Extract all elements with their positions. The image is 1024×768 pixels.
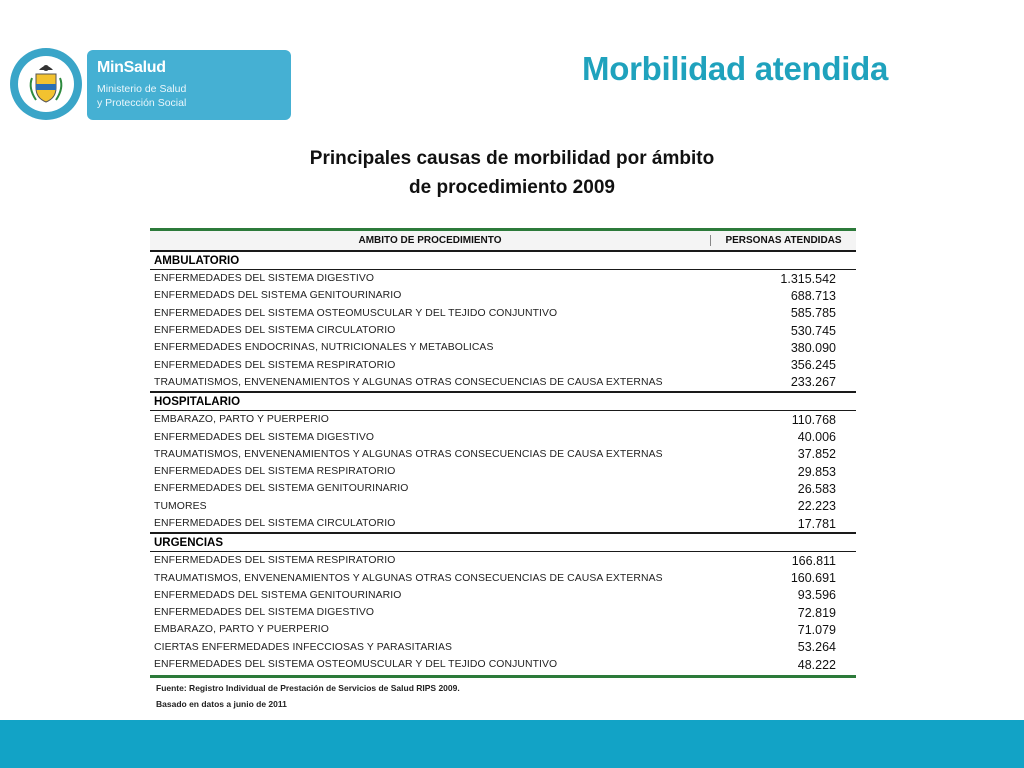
table-row: [150, 656, 856, 673]
morbidity-table: [150, 228, 856, 712]
row-label: EMBARAZO, PARTO Y PUERPERIO: [154, 624, 329, 636]
row-value: 71.079: [797, 622, 836, 637]
row-value: 17.781: [797, 516, 836, 531]
colombia-seal-icon: [10, 48, 82, 120]
row-label: ENFERMEDADS DEL SISTEMA GENITOURINARIO: [154, 589, 402, 601]
row-label: ENFERMEDADES DEL SISTEMA RESPIRATORIO: [154, 466, 396, 478]
table-row: [150, 374, 856, 391]
row-label: ENFERMEDADES DEL SISTEMA CIRCULATORIO: [154, 518, 396, 529]
table-title: [0, 144, 1024, 202]
row-value: 585.785: [790, 306, 836, 321]
footer-band: [0, 720, 1024, 768]
table-row: [150, 446, 856, 463]
brand-subtitle-line2: y Protección Social: [97, 97, 187, 109]
table-row: [150, 621, 856, 638]
row-label: TRAUMATISMOS, ENVENENAMIENTOS Y ALGUNAS OTRAS CONSECUENCIAS DE CAUSA EXTERNAS: [154, 572, 663, 584]
table-row: [150, 322, 856, 339]
row-label: TUMORES: [154, 500, 207, 512]
brand-subtitle-line1: Ministerio de Salud: [97, 83, 187, 95]
brand-box: [87, 50, 291, 120]
row-value: 356.245: [790, 358, 836, 373]
table-row: [150, 515, 856, 532]
table-row: [150, 287, 856, 304]
row-label: ENFERMEDADES DEL SISTEMA DIGESTIVO: [154, 607, 375, 619]
table-header-row: [150, 231, 856, 252]
row-value: 530.745: [790, 323, 836, 338]
table-row: [150, 604, 856, 621]
row-value: 380.090: [790, 340, 836, 355]
row-label: ENFERMEDADES DEL SISTEMA DIGESTIVO: [154, 431, 375, 443]
table-title-line1: Principales causas de morbilidad por ámbito: [309, 148, 715, 169]
basis-note: Basado en datos a junio de 2011: [156, 699, 287, 710]
row-value: 26.583: [797, 481, 836, 496]
table-row: [150, 463, 856, 480]
table-row: [150, 270, 856, 287]
table-row: [150, 480, 856, 497]
table-bottom-rule: [150, 675, 856, 678]
row-value: 22.223: [797, 499, 836, 514]
column-header-personas: PERSONAS ATENDIDAS: [725, 235, 842, 246]
row-value: 40.006: [797, 430, 836, 445]
table-row: [150, 639, 856, 656]
row-value: 93.596: [797, 588, 836, 603]
section-header-hospitalario: HOSPITALARIO: [150, 391, 856, 411]
row-label: ENFERMEDADES DEL SISTEMA OSTEOMUSCULAR Y DEL TEJIDO CONJUNTIVO: [154, 307, 558, 319]
row-value: 29.853: [797, 464, 836, 479]
column-header-ambito: AMBITO DE PROCEDIMIENTO: [150, 235, 711, 246]
row-value: 1.315.542: [780, 271, 836, 286]
row-label: ENFERMEDADES DEL SISTEMA RESPIRATORIO: [154, 359, 396, 371]
source-note: Fuente: Registro Individual de Prestación de Servicios de Salud RIPS 2009.: [156, 683, 460, 694]
row-value: 233.267: [790, 375, 836, 390]
row-value: 166.811: [791, 553, 836, 568]
table-row: [150, 498, 856, 515]
row-value: 48.222: [797, 657, 836, 672]
table-row: [150, 305, 856, 322]
row-label: ENFERMEDADES ENDOCRINAS, NUTRICIONALES Y METABOLICAS: [154, 342, 494, 354]
row-label: ENFERMEDADES DEL SISTEMA RESPIRATORIO: [154, 555, 396, 567]
table-row: [150, 428, 856, 445]
section-header-urgencias: URGENCIAS: [150, 532, 856, 552]
section-header-ambulatorio: AMBULATORIO: [150, 252, 856, 270]
row-value: 72.819: [797, 605, 836, 620]
table-row: [150, 339, 856, 356]
row-value: 688.713: [790, 288, 836, 303]
row-value: 160.691: [790, 571, 836, 586]
row-label: TRAUMATISMOS, ENVENENAMIENTOS Y ALGUNAS OTRAS CONSECUENCIAS DE CAUSA EXTERNAS: [154, 448, 663, 460]
table-row: [150, 587, 856, 604]
brand-title: MinSalud: [97, 59, 166, 76]
row-label: ENFERMEDADES DEL SISTEMA GENITOURINARIO: [154, 483, 409, 495]
row-label: ENFERMEDADES DEL SISTEMA OSTEOMUSCULAR Y DEL TEJIDO CONJUNTIVO: [154, 659, 558, 671]
page-title: Morbilidad atendida: [582, 50, 888, 87]
table-row: [150, 569, 856, 586]
table-row: [150, 411, 856, 428]
row-value: 37.852: [797, 447, 836, 462]
table-row: [150, 552, 856, 569]
row-label: EMBARAZO, PARTO Y PUERPERIO: [154, 414, 329, 426]
row-label: ENFERMEDADES DEL SISTEMA CIRCULATORIO: [154, 325, 396, 337]
table-title-line2: de procedimiento 2009: [409, 177, 615, 198]
table-row: [150, 356, 856, 373]
row-label: ENFERMEDADS DEL SISTEMA GENITOURINARIO: [154, 290, 402, 302]
row-value: 53.264: [797, 640, 836, 655]
row-value: 110.768: [791, 412, 836, 427]
row-label: CIERTAS ENFERMEDADES INFECCIOSAS Y PARASITARIAS: [154, 641, 453, 653]
row-label: TRAUMATISMOS, ENVENENAMIENTOS Y ALGUNAS OTRAS CONSECUENCIAS DE CAUSA EXTERNAS: [154, 376, 663, 388]
row-label: ENFERMEDADES DEL SISTEMA DIGESTIVO: [154, 273, 375, 285]
